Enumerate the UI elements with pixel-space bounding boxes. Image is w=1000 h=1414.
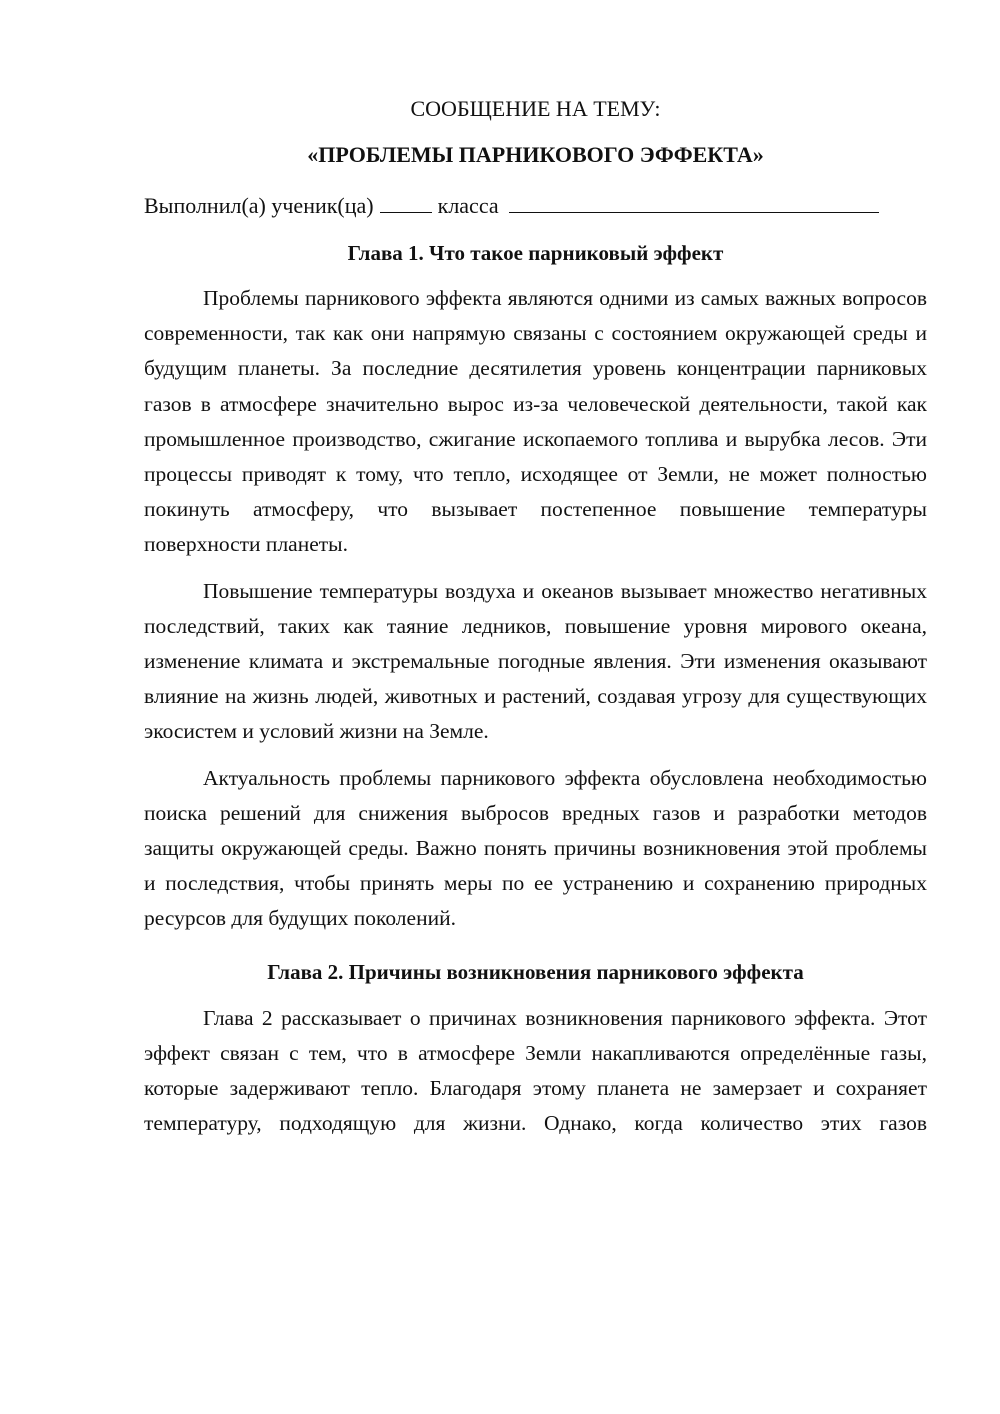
author-prefix: Выполнил(а) ученик(ца)	[144, 193, 374, 218]
page-content	[144, 92, 927, 1152]
chapter-1-heading: Глава 1. Что такое парниковый эффект	[347, 241, 724, 265]
author-line	[144, 189, 927, 223]
name-blank	[509, 192, 879, 213]
grade-blank	[380, 192, 432, 213]
chapter-1-paragraph-3: Актуальность проблемы парникового эффекта обусловлена необходимостью поиска решений для снижения выбросов вредных газов и разработки методов защиты окружающей среды. Важно понять причины возникновения этой проблемы и последствия, чтобы принять меры по ее устранению и сохранению природных ресурсов для будущих поколений.	[144, 765, 927, 931]
chapter-2-paragraph-1: Глава 2 рассказывает о причинах возникновения парникового эффекта. Этот эффект связан с тем, что в атмосфере Земли накапливаются определённые газы, которые задерживают тепло. Благодаря этому планета не замерзает и сохраняет температуру, подходящую для жизни. Однако, когда количество этих газов	[144, 1005, 927, 1136]
author-middle: класса	[437, 193, 499, 218]
chapter-1-paragraph-1: Проблемы парникового эффекта являются одними из самых важных вопросов современности, так как они напрямую связаны с состоянием окружающей среды и будущим планеты. За последние десятилетия уровень концентрации парниковых газов в атмосфере значительно вырос из-за человеческой деятельности, такой как промышленное производство, сжигание ископаемого топлива и вырубка лесов. Эти процессы приводят к тому, что тепло, исходящее от Земли, не может полностью покинуть атмосферу, что вызывает постепенное повышение температуры поверхности планеты.	[144, 286, 927, 557]
document-title-line-1: СООБЩЕНИЕ НА ТЕМУ:	[410, 96, 661, 121]
document-title-line-2: «ПРОБЛЕМЫ ПАРНИКОВОГО ЭФФЕКТА»	[307, 142, 764, 167]
chapter-2-heading: Глава 2. Причины возникновения парникового эффекта	[267, 959, 804, 984]
chapter-1-paragraph-2: Повышение температуры воздуха и океанов вызывает множество негативных последствий, таких как таяние ледников, повышение уровня мирового океана, изменение климата и экстремальные погодные явления. Эти изменения оказывают влияние на жизнь людей, животных и растений, создавая угрозу для существующих экосистем и условий жизни на Земле.	[144, 578, 927, 744]
